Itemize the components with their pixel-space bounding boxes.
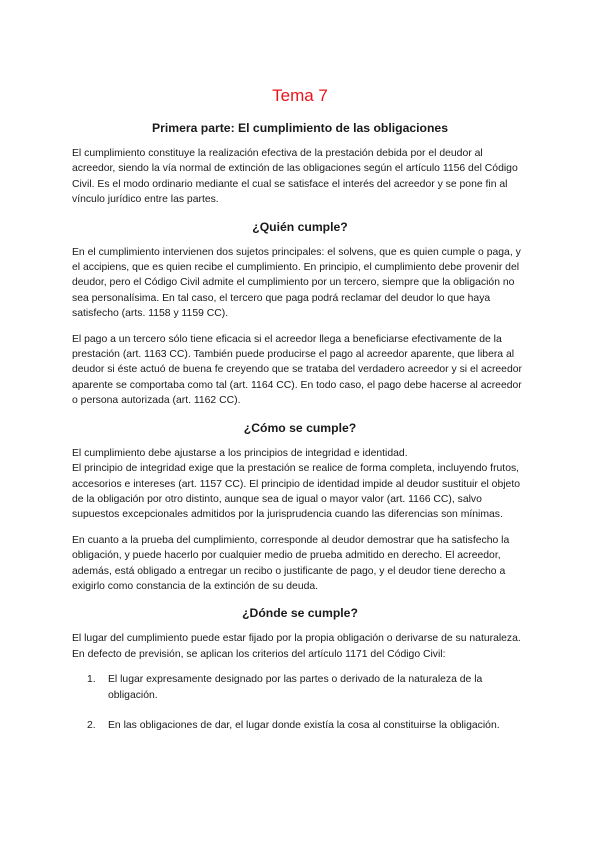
paragraph: En el cumplimiento intervienen dos sujetos principales: el solvens, que es quien cumple o paga, y el accipiens, que es quien recibe el cumplimiento. En principio, el cumplimiento debe provenir del deudor, pero el Código Civil admite el cumplimiento por un tercero, siempre que la obligación no sea personalísima. En tal caso, el tercero que paga podrá reclamar del deudor lo que haya satisfecho (arts. 1158 y 1159 CC). [72,246,521,320]
section-heading: ¿Quién cumple? [252,219,348,234]
list-number: 1. [87,674,96,686]
document-title: Tema 7 [272,86,328,105]
section-quien-cumple [72,220,528,409]
list-number: 2. [87,719,96,731]
intro-paragraph: El cumplimiento constituye la realización efectiva de la prestación debida por el deudor al acreedor, siendo la vía normal de extinción de las obligaciones según el artículo 1156 del Código Civil. Es el modo ordinario mediante el cual se satisface el interés del acreedor y se pone fin al vínculo jurídico entre las partes. [72,148,518,206]
section-como-se-cumple [72,421,528,595]
section-heading: ¿Cómo se cumple? [243,420,357,435]
list-text: En las obligaciones de dar, el lugar donde existía la cosa al constituirse la obligación. [108,719,500,731]
numbered-list [72,672,528,733]
paragraph: El lugar del cumplimiento puede estar fijado por la propia obligación o derivarse de su naturaleza. En defecto de previsión, se aplican los criterios del artículo 1171 del Código Civil: [72,633,521,660]
list-text: El lugar expresamente designado por las partes o derivado de la naturaleza de la obligación. [108,674,483,701]
paragraph: El cumplimiento debe ajustarse a los principios de integridad e identidad. [72,447,408,459]
list-item [72,672,528,703]
list-item [72,718,528,733]
part-heading: Primera parte: El cumplimiento de las obligaciones [152,121,448,135]
paragraph: En cuanto a la prueba del cumplimiento, corresponde al deudor demostrar que ha satisfecho la obligación, y puede hacerlo por cualquier medio de prueba admitido en derecho. El acreedor, además, está obligado a entregar un recibo o justificante de pago, y el deudor tiene derecho a exigirlo como constancia de la extinción de su deuda. [72,534,510,592]
section-heading: ¿Dónde se cumple? [242,606,358,621]
paragraph: El principio de integridad exige que la prestación se realice de forma completa, incluyendo frutos, accesorios e intereses (art. 1157 CC). El principio de identidad impide al deudor sustituir el objeto de la obligación por otro distinto, aunque sea de igual o mayor valor (art. 1166 CC), salvo supuestos excepcionales admitidos por la jurisprudencia cuando las diferencias son mínimas. [72,463,520,521]
section-donde-se-cumple [72,606,528,733]
paragraph: El pago a un tercero sólo tiene eficacia si el acreedor llega a beneficiarse efectivamente de la prestación (art. 1163 CC). También puede producirse el pago al acreedor aparente, que libera al deudor si éste actuó de buena fe creyendo que se trataba del verdadero acreedor y si el acreedor aparente se comportaba como tal (art. 1164 CC). En todo caso, el pago debe hacerse al acreedor o persona autorizada (art. 1162 CC). [72,333,522,407]
